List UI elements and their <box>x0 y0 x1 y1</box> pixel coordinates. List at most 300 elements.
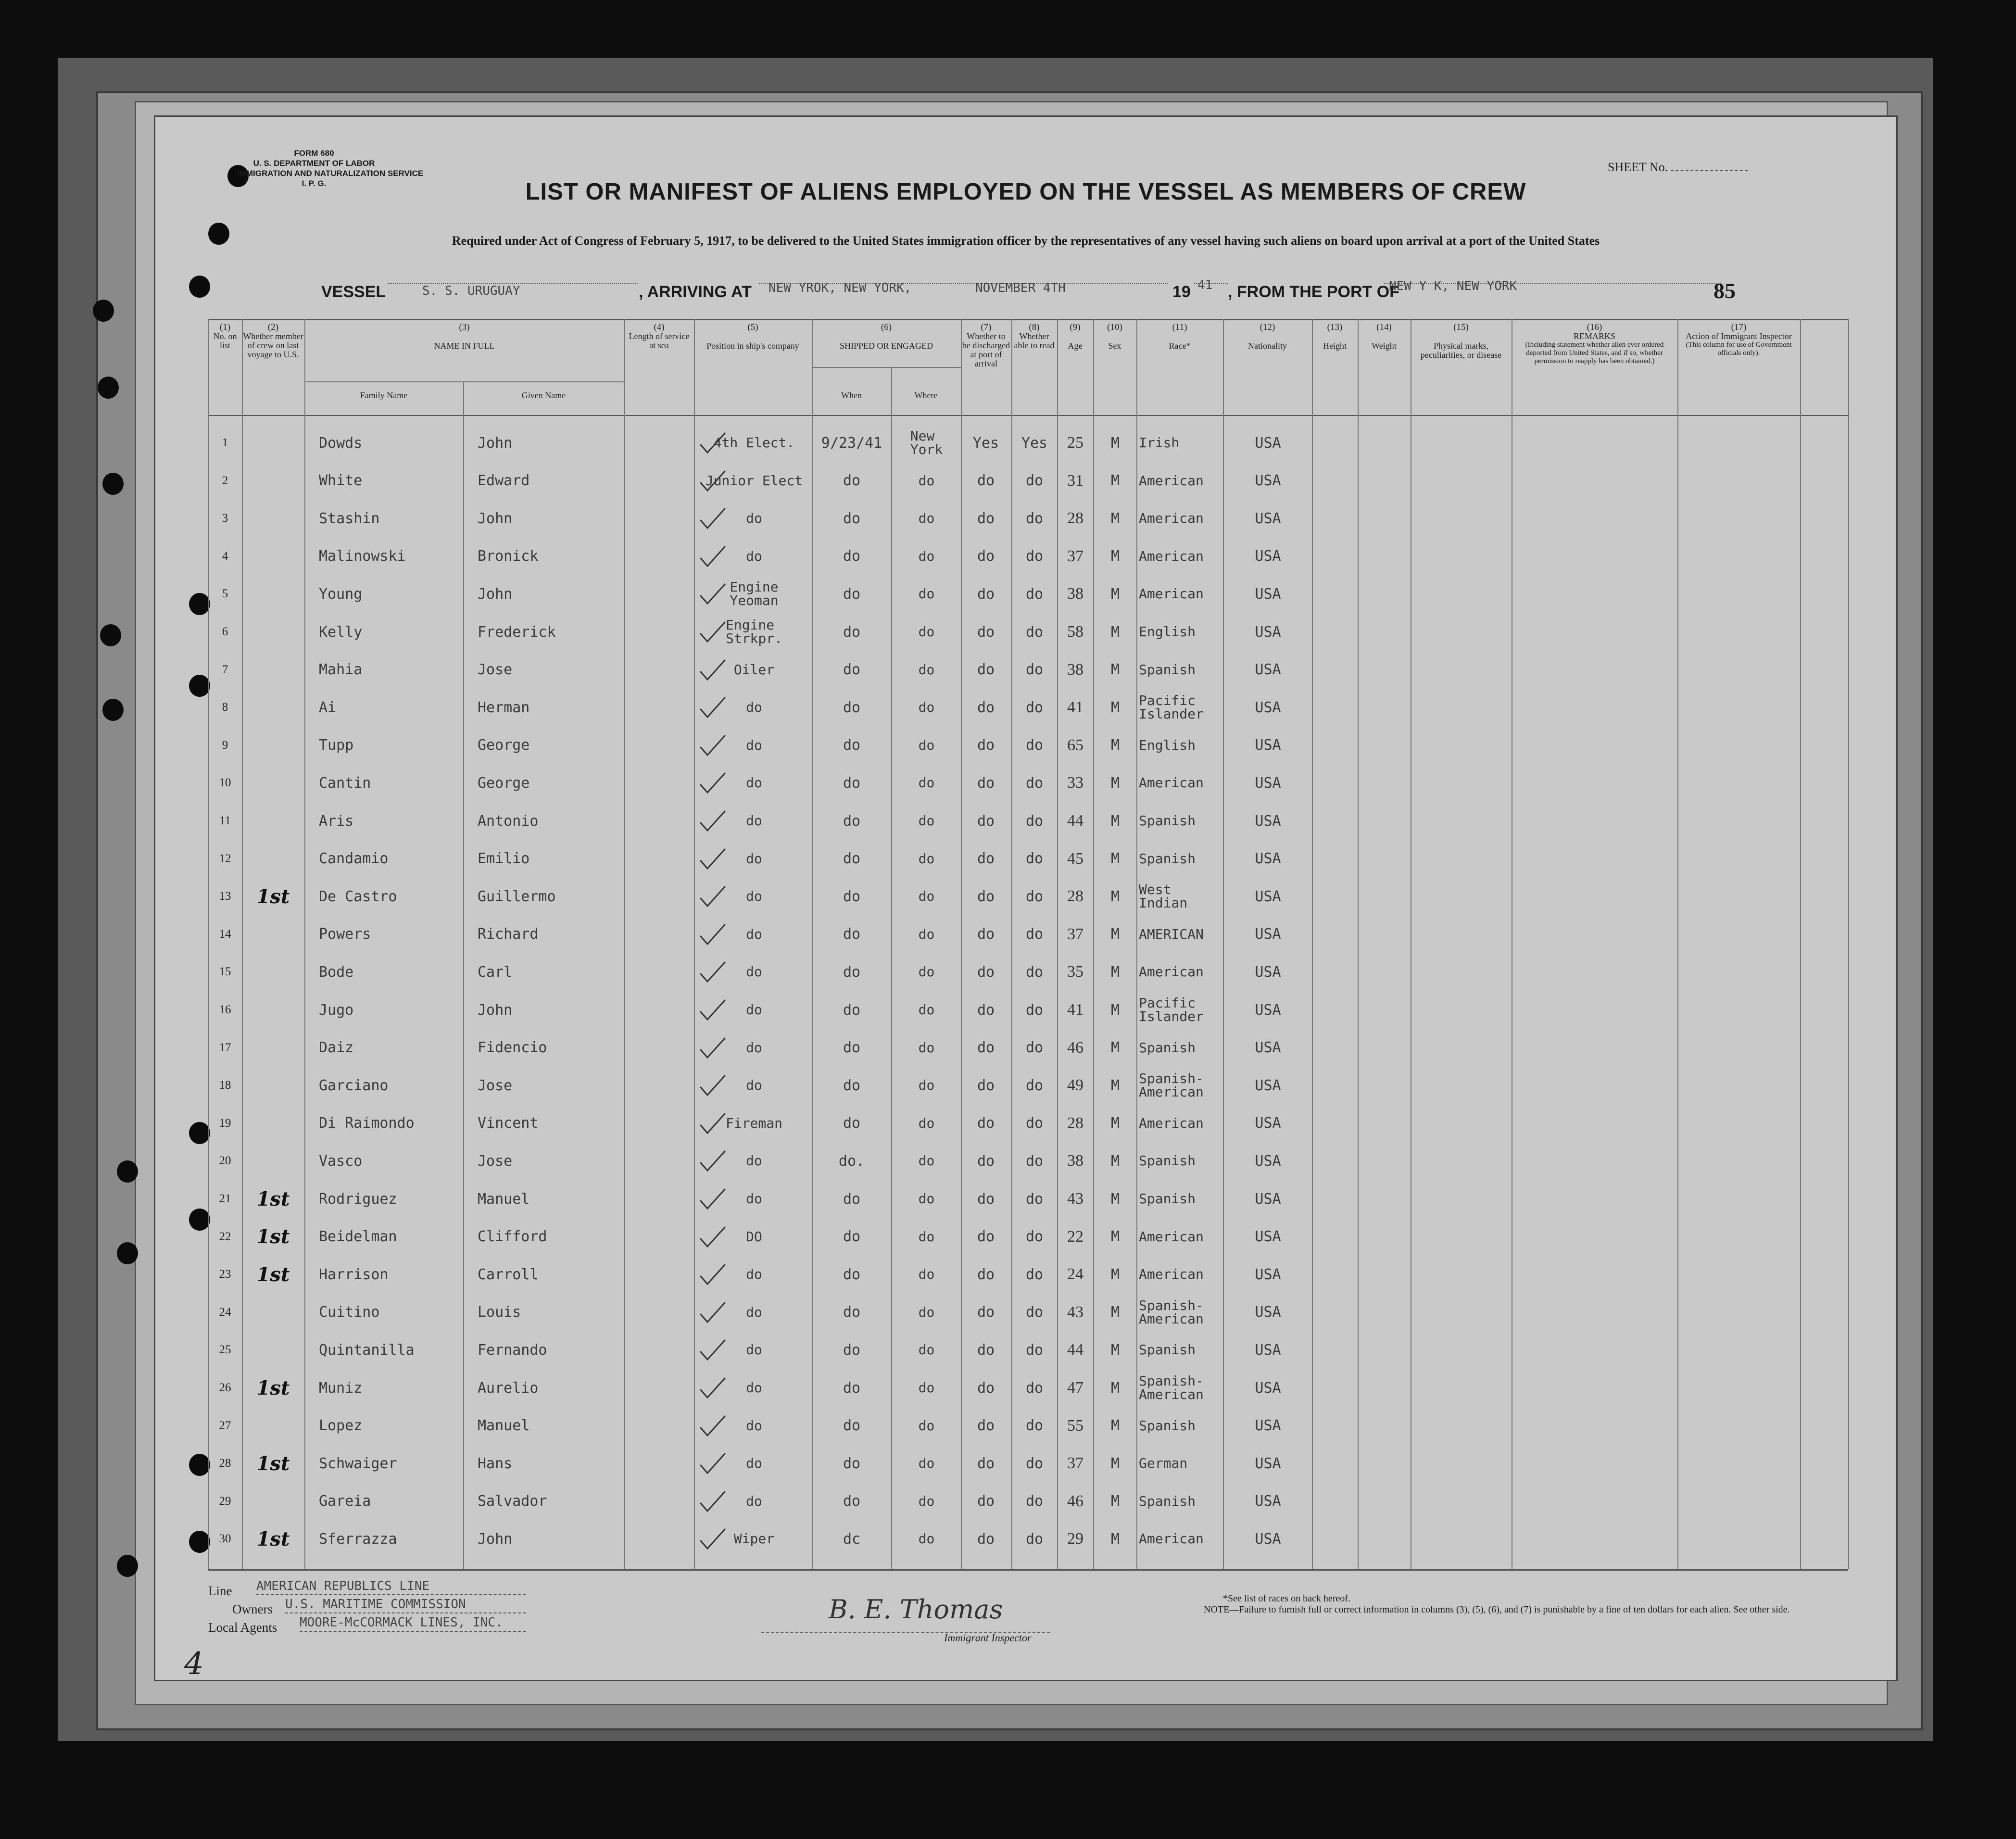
cell-nationality: USA <box>1255 850 1281 868</box>
cell-where: do <box>918 1417 935 1434</box>
header-last-voyage-label: Whether member of crew on last voyage to U.S. <box>243 331 303 359</box>
header-action <box>1678 323 1799 357</box>
cell-position: Engine Yeoman <box>730 579 779 609</box>
arriving-label: , ARRIVING AT <box>639 283 752 301</box>
cell-nationality: USA <box>1255 1266 1281 1283</box>
cell-discharged: do <box>977 623 995 641</box>
cell-family: Stashin <box>319 510 380 527</box>
cell-nationality: USA <box>1255 963 1281 981</box>
checkmark-icon <box>698 846 727 872</box>
cell-when: do <box>843 1379 861 1397</box>
cell-position: do <box>746 1342 762 1358</box>
cell-where: do <box>918 1077 935 1094</box>
cell-read: do <box>1025 548 1044 565</box>
binder-hole <box>93 300 114 322</box>
cell-read: do <box>1025 510 1044 527</box>
header-age-number: (9) <box>1070 322 1081 332</box>
cell-race: Spanish <box>1139 850 1196 867</box>
cell-family: Daiz <box>319 1039 354 1057</box>
cell-race: German <box>1139 1455 1188 1472</box>
cell-age: 46 <box>1067 1492 1084 1510</box>
cell-age: 49 <box>1067 1076 1084 1095</box>
cell-no: 1 <box>222 436 228 449</box>
cell-sex: M <box>1110 774 1120 792</box>
cell-position: do <box>746 1266 762 1283</box>
cell-read: do <box>1025 623 1044 641</box>
binder-hole <box>102 473 124 495</box>
checkmark-icon <box>698 1111 727 1137</box>
cell-position: do <box>746 850 762 867</box>
cell-position: do <box>746 699 762 716</box>
cell-sex: M <box>1110 850 1120 868</box>
header-remarks <box>1512 323 1676 365</box>
cell-where: do <box>918 1531 935 1547</box>
cell-no: 8 <box>222 701 228 714</box>
cell-age: 65 <box>1067 736 1084 754</box>
cell-no: 11 <box>219 814 231 827</box>
cell-nationality: USA <box>1255 1530 1281 1548</box>
cell-when: do <box>843 699 861 716</box>
cell-age: 38 <box>1067 585 1084 603</box>
cell-given: Aurelio <box>478 1379 539 1397</box>
cell-given: Hans <box>478 1455 513 1472</box>
cell-discharged: do <box>977 1417 995 1435</box>
cell-given: Manuel <box>478 1190 530 1208</box>
table-row <box>208 878 1848 916</box>
cell-read: do <box>1025 1152 1044 1170</box>
sheet-number-field <box>1608 160 1748 175</box>
cell-when: do <box>843 774 861 792</box>
header-discharged-label: Whether to be discharged at port of arrival <box>962 331 1010 368</box>
cell-discharged: do <box>977 1039 995 1057</box>
cell-read: do <box>1025 1190 1044 1208</box>
cell-discharged: do <box>977 1304 995 1321</box>
cell-position: Oiler <box>733 661 775 678</box>
cell-read: do <box>1025 1341 1044 1359</box>
cell-prev <box>244 1411 302 1440</box>
cell-given: Jose <box>478 1077 513 1094</box>
table-row <box>208 992 1848 1029</box>
cell-family: Cantin <box>319 774 371 792</box>
cell-where: do <box>918 1002 935 1018</box>
cell-where: do <box>918 813 935 829</box>
name-subrule <box>304 381 624 382</box>
cell-position: do <box>746 813 762 829</box>
table-row <box>208 614 1848 651</box>
cell-given: Fidencio <box>478 1039 547 1057</box>
header-when: When <box>841 390 862 400</box>
cell-nationality: USA <box>1255 510 1281 527</box>
header-discharged-number: (7) <box>981 322 992 332</box>
checkmark-icon <box>698 1413 727 1439</box>
cell-sex: M <box>1110 737 1120 754</box>
cell-prev <box>244 768 302 797</box>
cell-discharged: do <box>977 926 995 943</box>
checkmark-icon <box>698 733 727 759</box>
cell-position: Engine Strkpr. <box>725 617 782 646</box>
cell-race: American <box>1139 775 1204 791</box>
cell-family: White <box>319 472 363 490</box>
cell-race: English <box>1139 737 1196 753</box>
arriving-port: NEW YROK, NEW YORK, <box>769 281 912 295</box>
header-shipped <box>812 323 961 351</box>
cell-given: Antonio <box>478 812 539 830</box>
line-value: AMERICAN REPUBLICS LINE <box>256 1579 526 1595</box>
cell-nationality: USA <box>1255 1115 1281 1132</box>
cell-no: 24 <box>219 1305 231 1319</box>
header-weight-number: (14) <box>1376 322 1392 332</box>
cell-family: Young <box>319 585 363 603</box>
cell-race: Spanish <box>1139 1417 1196 1434</box>
cell-sex: M <box>1110 472 1120 490</box>
cell-read: Yes <box>1021 434 1048 452</box>
cell-when: do <box>843 1228 861 1246</box>
header-action-label: Action of Immigrant Inspector <box>1686 331 1792 341</box>
cell-no: 16 <box>219 1003 231 1016</box>
cell-position: do <box>746 775 762 791</box>
cell-sex: M <box>1110 812 1120 830</box>
cell-prev <box>244 542 302 571</box>
table-row <box>208 1408 1848 1445</box>
cell-discharged: do <box>977 1493 995 1510</box>
cell-prev <box>244 920 302 949</box>
cell-given: Guillermo <box>478 888 556 905</box>
cell-race: American <box>1139 1115 1204 1131</box>
cell-position: do <box>746 1077 762 1094</box>
cell-read: do <box>1025 1493 1044 1510</box>
cell-read: do <box>1025 585 1044 603</box>
checkmark-icon <box>698 619 727 645</box>
cell-when: 9/23/41 <box>821 434 882 452</box>
cell-where: do <box>918 548 935 564</box>
cell-nationality: USA <box>1255 1341 1281 1359</box>
cell-given: Emilio <box>478 850 530 868</box>
cell-prev: 1st <box>256 1452 290 1475</box>
cell-no: 9 <box>222 738 228 752</box>
table-row <box>208 1521 1848 1558</box>
checkmark-icon <box>698 544 727 570</box>
cell-discharged: do <box>977 1115 995 1132</box>
header-remarks-label: REMARKS <box>1573 331 1616 341</box>
cell-age: 22 <box>1067 1227 1084 1246</box>
cell-given: John <box>478 1001 513 1019</box>
header-race <box>1137 323 1222 351</box>
cell-sex: M <box>1110 1304 1120 1321</box>
form-number: FORM 680 <box>294 149 334 158</box>
cell-prev <box>244 1071 302 1100</box>
header-shipped-label: SHIPPED OR ENGAGED <box>839 341 933 351</box>
header-race-number: (11) <box>1172 322 1187 332</box>
checkmark-icon <box>698 997 727 1023</box>
owners-value: U.S. MARITIME COMMISSION <box>285 1597 526 1613</box>
cell-family: Harrison <box>319 1266 389 1283</box>
cell-given: John <box>478 434 513 452</box>
cell-sex: M <box>1110 1266 1120 1283</box>
cell-given: Bronick <box>478 548 539 565</box>
header-sex-label: Sex <box>1108 341 1121 351</box>
cell-no: 20 <box>219 1154 231 1168</box>
cell-no: 7 <box>222 663 228 676</box>
cell-position: DO <box>746 1228 762 1245</box>
table-row <box>208 1219 1848 1256</box>
header-remarks-number: (16) <box>1587 322 1602 332</box>
cell-where: do <box>918 1493 935 1509</box>
cell-sex: M <box>1110 548 1120 565</box>
cell-no: 26 <box>219 1381 231 1394</box>
header-length-service <box>625 323 693 350</box>
cell-given: John <box>478 585 513 603</box>
year-suffix: 41 <box>1197 278 1213 292</box>
cell-discharged: do <box>977 1152 995 1170</box>
cell-age: 28 <box>1067 1114 1084 1132</box>
cell-discharged: do <box>977 737 995 754</box>
cell-age: 24 <box>1067 1265 1084 1284</box>
cell-sex: M <box>1110 1228 1120 1246</box>
cell-nationality: USA <box>1255 1455 1281 1472</box>
cell-family: Gareia <box>319 1493 371 1510</box>
cell-prev <box>244 957 302 986</box>
cell-discharged: do <box>977 963 995 981</box>
cell-sex: M <box>1110 1190 1120 1208</box>
cell-age: 33 <box>1067 774 1084 792</box>
cell-where: do <box>918 775 935 791</box>
cell-position: do <box>746 548 762 564</box>
cell-age: 55 <box>1067 1416 1084 1435</box>
cell-sex: M <box>1110 963 1120 981</box>
cell-race: English <box>1139 624 1196 640</box>
cell-age: 29 <box>1067 1530 1084 1548</box>
cell-age: 41 <box>1067 1001 1084 1019</box>
cell-when: do <box>843 1001 861 1019</box>
cell-position: do <box>746 1153 762 1169</box>
cell-age: 43 <box>1067 1190 1084 1208</box>
cell-age: 31 <box>1067 471 1084 490</box>
cell-nationality: USA <box>1255 1228 1281 1246</box>
cell-discharged: do <box>977 661 995 679</box>
binder-hole <box>100 624 121 646</box>
table-row <box>208 1256 1848 1294</box>
cell-prev <box>244 466 302 495</box>
header-weight <box>1359 323 1410 351</box>
cell-discharged: do <box>977 850 995 868</box>
cell-nationality: USA <box>1255 812 1281 830</box>
cell-given: Edward <box>478 472 530 490</box>
department-name: U. S. DEPARTMENT OF LABOR <box>253 159 375 168</box>
checkmark-icon <box>698 1073 727 1099</box>
cell-position: do <box>746 737 762 753</box>
cell-nationality: USA <box>1255 1039 1281 1057</box>
cell-sex: M <box>1110 1493 1120 1510</box>
header-discharged <box>962 323 1010 368</box>
cell-prev <box>244 579 302 608</box>
header-physical <box>1411 323 1511 360</box>
cell-no: 23 <box>219 1268 231 1281</box>
cell-sex: M <box>1110 1115 1120 1132</box>
cell-no: 18 <box>219 1079 231 1092</box>
header-shipped-number: (6) <box>881 322 892 332</box>
checkmark-icon <box>698 922 727 948</box>
cell-nationality: USA <box>1255 737 1281 754</box>
checkmark-icon <box>698 1526 727 1552</box>
cell-position: do <box>746 1493 762 1509</box>
cell-age: 37 <box>1067 925 1084 943</box>
cell-age: 37 <box>1067 547 1084 565</box>
header-age-label: Age <box>1068 341 1083 351</box>
cell-family: Powers <box>319 926 371 943</box>
cell-discharged: do <box>977 1266 995 1283</box>
cell-race: American <box>1139 1228 1204 1245</box>
cell-prev <box>244 995 302 1024</box>
cell-prev <box>244 1487 302 1516</box>
cell-no: 25 <box>219 1343 231 1357</box>
cell-nationality: USA <box>1255 472 1281 490</box>
cell-race: Spanish <box>1139 813 1196 829</box>
cell-age: 44 <box>1067 812 1084 830</box>
table-row <box>208 1181 1848 1218</box>
cell-read: do <box>1025 1379 1044 1397</box>
table-row <box>208 1483 1848 1521</box>
page-mark: 4 <box>184 1646 204 1682</box>
checkmark-icon <box>698 1186 727 1212</box>
binder-hole <box>189 1531 210 1553</box>
cell-family: Sferrazza <box>319 1530 397 1548</box>
cell-where: New York <box>910 428 943 457</box>
table-row <box>208 538 1848 576</box>
cell-given: Jose <box>478 1152 513 1170</box>
cell-discharged: do <box>977 510 995 527</box>
cell-race: American <box>1139 472 1204 489</box>
cell-discharged: do <box>977 1077 995 1094</box>
cell-when: do <box>843 888 861 905</box>
cell-prev <box>244 731 302 760</box>
cell-family: Ai <box>319 699 337 716</box>
table-rule <box>208 1569 1848 1571</box>
cell-family: Candamio <box>319 850 389 868</box>
cell-family: Bode <box>319 963 354 981</box>
cell-sex: M <box>1110 888 1120 905</box>
cell-position: do <box>746 964 762 980</box>
header-age <box>1058 323 1092 351</box>
vessel-label: VESSEL <box>321 283 386 301</box>
cell-no: 4 <box>222 549 228 563</box>
checkmark-icon <box>698 1262 727 1288</box>
cell-where: do <box>918 1153 935 1169</box>
cell-read: do <box>1025 1077 1044 1094</box>
checkmark-icon <box>698 959 727 985</box>
cell-where: do <box>918 586 935 602</box>
header-position-number: (5) <box>747 322 758 332</box>
cell-prev <box>244 1109 302 1138</box>
cell-race: American <box>1139 548 1204 564</box>
cell-family: Mahia <box>319 661 363 679</box>
cell-where: do <box>918 661 935 678</box>
cell-no: 5 <box>222 587 228 601</box>
cell-where: do <box>918 737 935 753</box>
cell-age: 58 <box>1067 623 1084 641</box>
table-row <box>208 1332 1848 1369</box>
table-row <box>208 954 1848 991</box>
cell-race: American <box>1139 1531 1204 1547</box>
cell-when: do <box>843 1304 861 1321</box>
cell-when: do <box>843 812 861 830</box>
cell-no: 14 <box>219 927 231 941</box>
header-read <box>1012 323 1056 350</box>
cell-where: do <box>918 699 935 716</box>
cell-race: American <box>1139 964 1204 980</box>
cell-position: do <box>746 1417 762 1434</box>
table-row <box>208 916 1848 954</box>
cell-read: do <box>1025 661 1044 679</box>
cell-no: 22 <box>219 1230 231 1243</box>
cell-discharged: do <box>977 1190 995 1208</box>
checkmark-icon <box>698 657 727 683</box>
cell-read: do <box>1025 472 1044 490</box>
cell-given: Clifford <box>478 1228 547 1246</box>
checkmark-icon <box>698 430 727 456</box>
page-title: LIST OR MANIFEST OF ALIENS EMPLOYED ON THE VESSEL AS MEMBERS OF CREW <box>525 179 1526 205</box>
cell-prev: 1st <box>256 1187 290 1210</box>
cell-when: do <box>843 1077 861 1094</box>
header-last-voyage-number: (2) <box>267 322 279 332</box>
cell-read: do <box>1025 1417 1044 1435</box>
cell-where: do <box>918 1304 935 1320</box>
cell-sex: M <box>1110 1341 1120 1359</box>
from-port: NEW Y K, NEW YORK <box>1389 279 1517 293</box>
cell-where: do <box>918 964 935 980</box>
cell-family: Malinowski <box>319 548 406 565</box>
cell-discharged: do <box>977 548 995 565</box>
cell-age: 47 <box>1067 1379 1084 1397</box>
cell-family: Tupp <box>319 737 354 754</box>
cell-read: do <box>1025 699 1044 716</box>
cell-given: Carroll <box>478 1266 539 1283</box>
cell-prev: 1st <box>256 885 290 908</box>
cell-family: Lopez <box>319 1417 363 1435</box>
arrival-date: NOVEMBER 4TH <box>975 281 1066 295</box>
cell-family: Vasco <box>319 1152 363 1170</box>
cell-sex: M <box>1110 661 1120 679</box>
header-height-number: (13) <box>1327 322 1343 332</box>
cell-prev <box>244 655 302 684</box>
cell-given: George <box>478 774 530 792</box>
table-row <box>208 652 1848 689</box>
cell-sex: M <box>1110 1417 1120 1435</box>
cell-when: do <box>843 1493 861 1510</box>
voyage-line <box>321 278 1889 304</box>
table-row <box>208 500 1848 538</box>
cell-sex: M <box>1110 699 1120 716</box>
header-nationality-label: Nationality <box>1248 341 1287 351</box>
from-port-label: , FROM THE PORT OF <box>1228 283 1399 301</box>
checkmark-icon <box>698 1489 727 1515</box>
cell-race: Spanish <box>1139 1191 1196 1207</box>
checkmark-icon <box>698 1337 727 1363</box>
cell-when: do <box>843 1417 861 1435</box>
cell-sex: M <box>1110 1152 1120 1170</box>
cell-when: do <box>843 1190 861 1208</box>
cell-nationality: USA <box>1255 1190 1281 1208</box>
cell-where: do <box>918 850 935 867</box>
cell-no: 21 <box>219 1192 231 1205</box>
header-family-name: Family Name <box>360 390 408 400</box>
cell-sex: M <box>1110 1001 1120 1019</box>
cell-no: 27 <box>219 1419 231 1432</box>
checkmark-icon <box>698 695 727 721</box>
cell-no: 12 <box>219 852 231 865</box>
cell-discharged: do <box>977 1001 995 1019</box>
cell-family: Di Raimondo <box>319 1115 415 1132</box>
sheet-label: SHEET No. <box>1608 160 1668 174</box>
